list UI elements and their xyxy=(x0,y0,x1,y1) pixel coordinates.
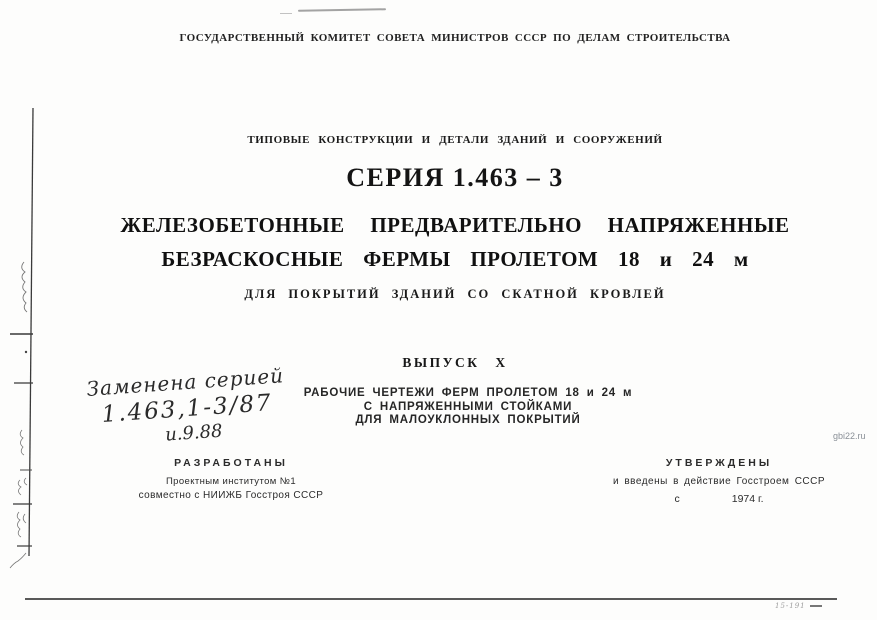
main-title-line1: ЖЕЛЕЗОБЕТОННЫЕ ПРЕДВАРИТЕЛЬНО НАПРЯЖЕННЫЕ xyxy=(120,213,790,237)
approved-by-title: УТВЕРЖДЕНЫ xyxy=(665,457,773,469)
margin-vertical-line xyxy=(29,108,33,556)
document-header: ГОСУДАРСТВЕННЫЙ КОМИТЕТ СОВЕТА МИНИСТРОВ СССР ПО ДЕЛАМ СТРОИТЕЛЬСТВА xyxy=(179,32,731,44)
drawing-frame-left-margin xyxy=(0,100,50,570)
approved-prefix: с xyxy=(674,493,680,505)
issue-description-line2: С НАПРЯЖЕННЫМИ СТОЙКАМИ xyxy=(363,400,573,413)
handwritten-replacement-note xyxy=(70,362,305,452)
footer-print-mark xyxy=(775,602,822,610)
main-title xyxy=(30,208,877,276)
approved-by-block xyxy=(588,457,850,505)
handwritten-note-line3: и.9.88 xyxy=(164,420,224,446)
developed-by-block xyxy=(118,457,344,501)
approved-year: 1974 г. xyxy=(731,493,764,505)
approved-by-line2 xyxy=(588,493,850,505)
footer-horizontal-rule xyxy=(25,598,837,600)
footer-dash xyxy=(810,605,822,607)
margin-signature-mark xyxy=(10,553,26,568)
category-line: ТИПОВЫЕ КОНСТРУКЦИИ И ДЕТАЛИ ЗДАНИЙ И СООРУЖЕНИЙ xyxy=(247,134,663,146)
site-watermark: gbi22.ru xyxy=(833,431,866,441)
document-subtitle: ДЛЯ ПОКРЫТИЙ ЗДАНИЙ СО СКАТНОЙ КРОВЛЕЙ xyxy=(244,287,666,301)
margin-signature-mark xyxy=(17,512,26,537)
developed-by-line2: совместно с НИИЖБ Госстроя СССР xyxy=(138,490,324,501)
approved-by-line1: и введены в действие Госстроем СССР xyxy=(612,476,826,487)
margin-signature-mark xyxy=(18,478,27,495)
margin-dot xyxy=(25,351,27,353)
main-title-line2: БЕЗРАСКОСНЫЕ ФЕРМЫ ПРОЛЕТОМ 18 и 24 м xyxy=(161,247,749,271)
issue-description-line3: ДЛЯ МАЛОУКЛОННЫХ ПОКРЫТИЙ xyxy=(355,414,581,426)
scan-smudge-top-small xyxy=(280,13,292,14)
footer-print-mark-text: 15-191 xyxy=(775,602,806,610)
handwritten-note-line1: Заменена серией xyxy=(85,363,285,401)
scan-smudge-top xyxy=(298,8,386,12)
margin-signature-mark xyxy=(22,262,27,312)
developed-by-line1: Проектным институтом №1 xyxy=(165,476,297,487)
series-number: СЕРИЯ 1.463 – 3 xyxy=(346,163,564,192)
margin-signature-mark xyxy=(20,430,24,455)
developed-by-title: РАЗРАБОТАНЫ xyxy=(174,457,288,469)
handwritten-note-line2: 1.463,1-3/87 xyxy=(100,390,274,428)
issue-description-line1: РАБОЧИЕ ЧЕРТЕЖИ ФЕРМ ПРОЛЕТОМ 18 и 24 м xyxy=(303,387,633,399)
issue-heading: ВЫПУСК X xyxy=(402,355,508,370)
